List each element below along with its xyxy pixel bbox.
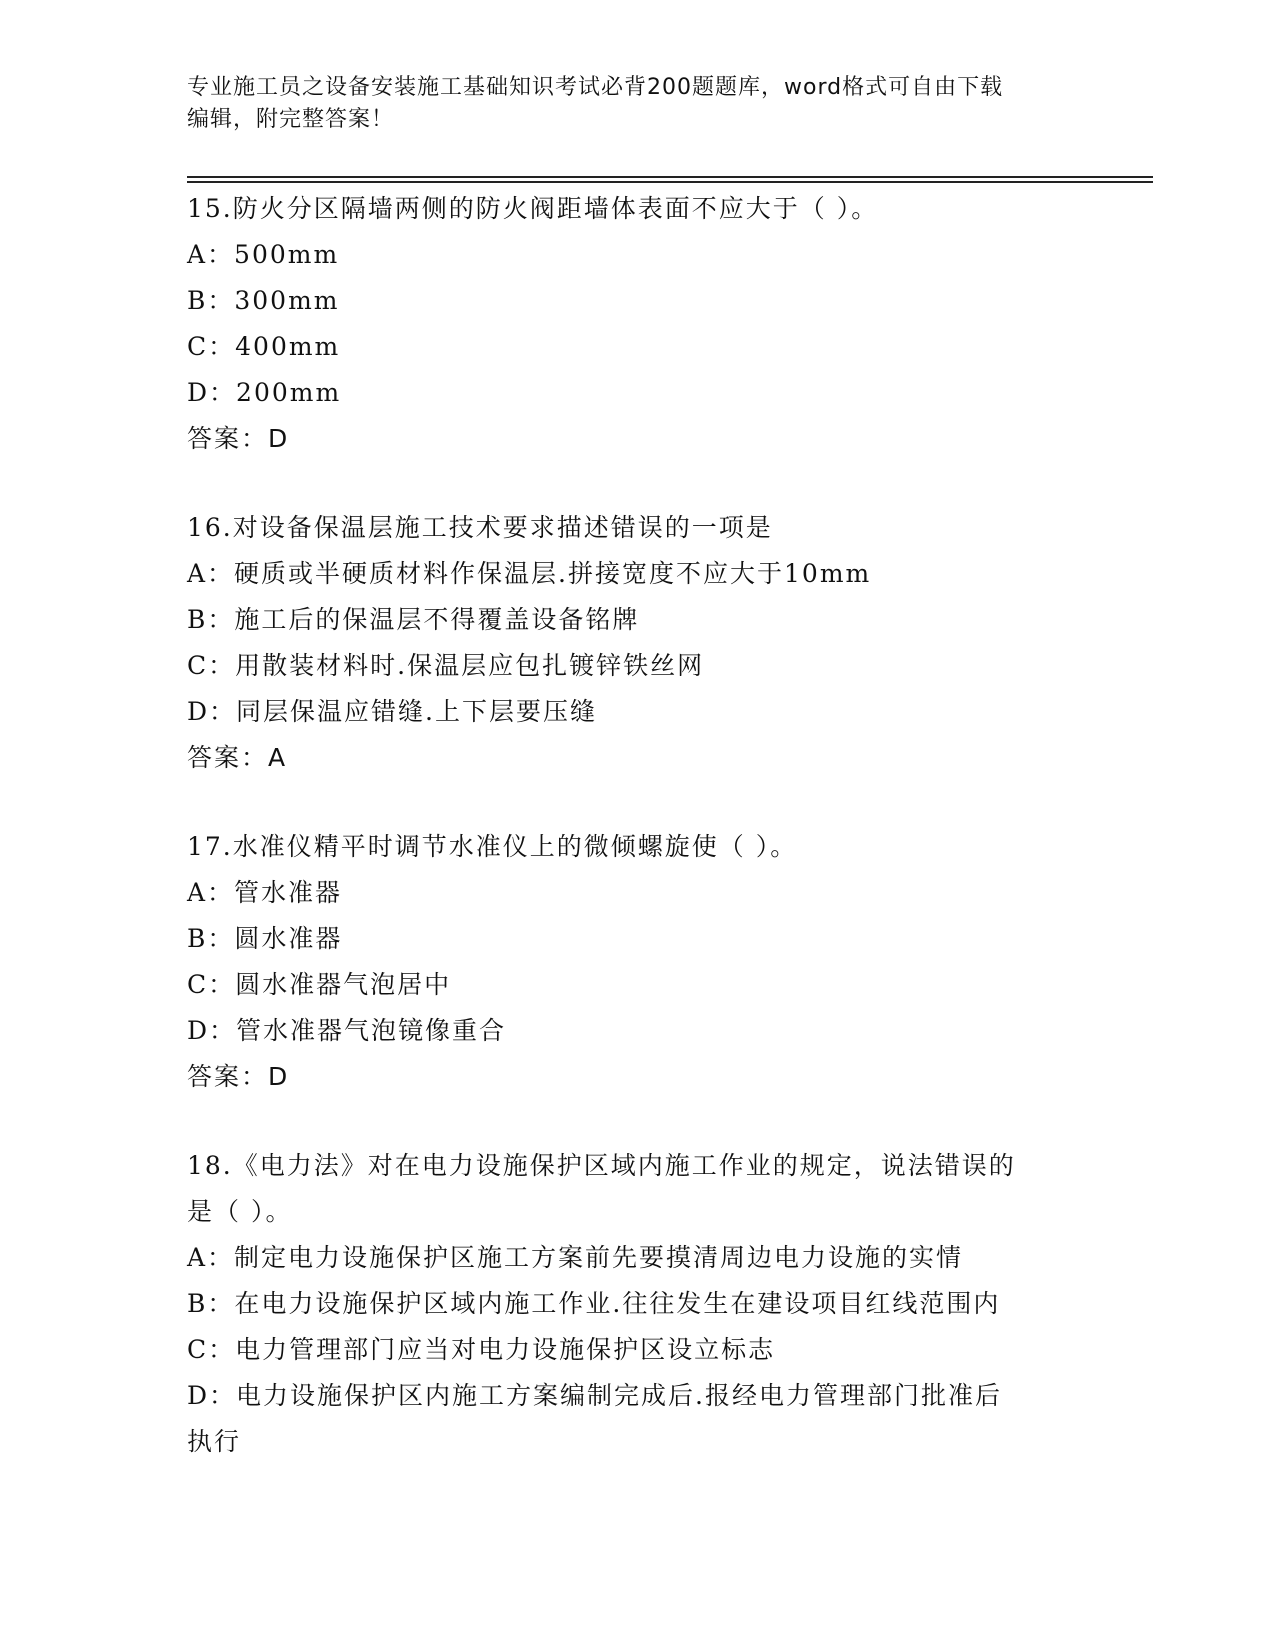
question-16 <box>187 505 1087 781</box>
question-stem-line-2: 是（ ）。 <box>187 1197 293 1226</box>
option-c: C：用散装材料时.保温层应包扎镀锌铁丝网 <box>187 651 705 680</box>
option-b: B：施工后的保温层不得覆盖设备铭牌 <box>187 605 640 634</box>
option-a: A：500mm <box>187 240 340 269</box>
question-17 <box>187 824 1087 1100</box>
question-15 <box>187 186 1087 462</box>
answer-label: 答案：A <box>187 743 288 772</box>
spacer <box>187 1100 1087 1143</box>
spacer <box>187 462 1087 505</box>
option-b: B：在电力设施保护区域内施工作业.往往发生在建设项目红线范围内 <box>187 1289 1001 1318</box>
header-line-2: 编辑，附完整答案！ <box>187 107 395 132</box>
option-c: C：电力管理部门应当对电力设施保护区设立标志 <box>187 1335 776 1364</box>
header-line-1: 专业施工员之设备安装施工基础知识考试必背200题题库，word格式可自由下载 <box>187 75 1004 100</box>
question-stem: 17.水准仪精平时调节水准仪上的微倾螺旋使（ ）。 <box>187 832 798 861</box>
spacer <box>187 781 1087 824</box>
header-divider-top <box>187 176 1153 178</box>
answer-label: 答案：D <box>187 1062 290 1091</box>
option-d-line-1: D：电力设施保护区内施工方案编制完成后.报经电力管理部门批准后 <box>187 1381 1002 1410</box>
option-d-line-2: 执行 <box>187 1427 242 1456</box>
option-a: A：硬质或半硬质材料作保温层.拼接宽度不应大于10mm <box>187 559 872 588</box>
option-b: B：300mm <box>187 286 340 315</box>
option-d: D：200mm <box>187 378 342 407</box>
option-d: D：管水准器气泡镜像重合 <box>187 1016 507 1045</box>
question-18 <box>187 1143 1087 1465</box>
option-c: C：400mm <box>187 332 341 361</box>
question-stem-line-1: 18.《电力法》对在电力设施保护区域内施工作业的规定，说法错误的 <box>187 1151 1016 1180</box>
option-d: D：同层保温应错缝.上下层要压缝 <box>187 697 597 726</box>
question-stem: 15.防火分区隔墙两侧的防火阀距墙体表面不应大于（ ）。 <box>187 194 879 223</box>
option-a: A：制定电力设施保护区施工方案前先要摸清周边电力设施的实情 <box>187 1243 964 1272</box>
question-list <box>187 186 1087 1465</box>
option-c: C：圆水准器气泡居中 <box>187 970 452 999</box>
question-stem: 16.对设备保温层施工技术要求描述错误的一项是 <box>187 513 773 542</box>
option-b: B：圆水准器 <box>187 924 343 953</box>
document-header <box>187 72 1067 136</box>
header-divider-bottom <box>187 181 1153 183</box>
option-a: A：管水准器 <box>187 878 343 907</box>
answer-label: 答案：D <box>187 424 290 453</box>
